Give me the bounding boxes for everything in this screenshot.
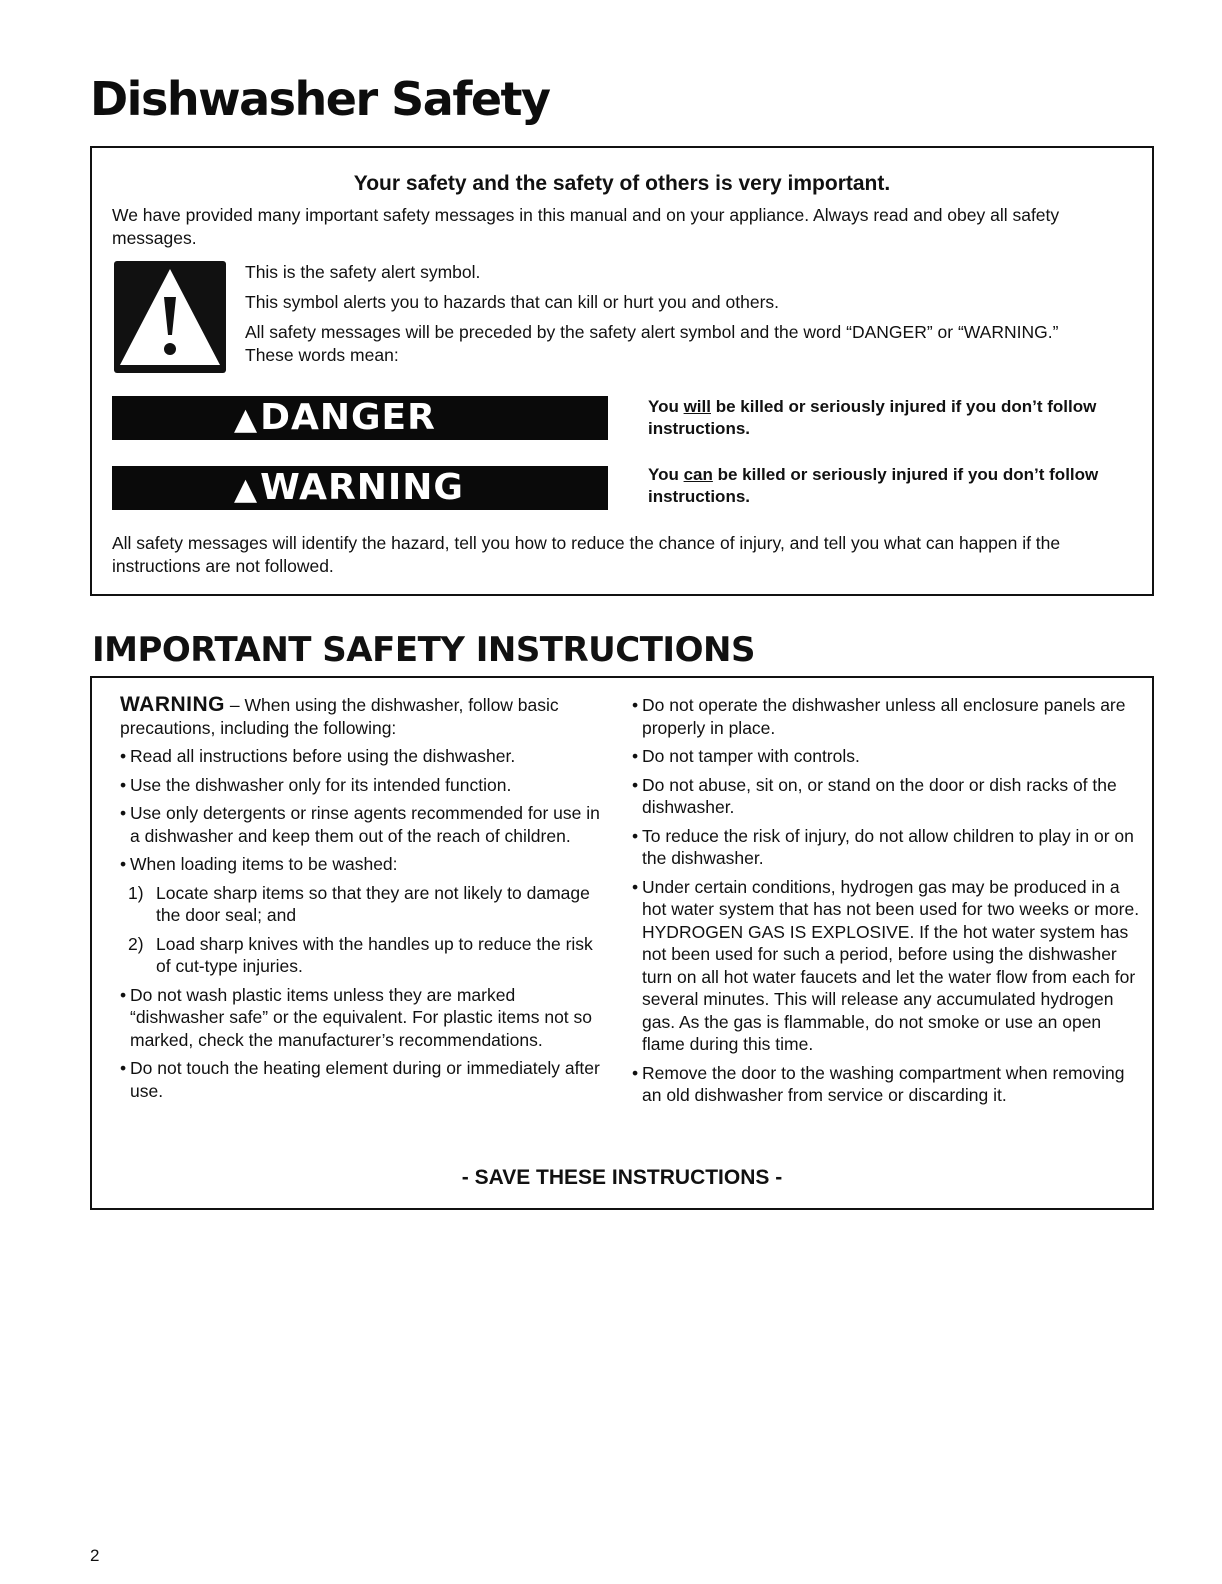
- safety-alert-icon: [114, 261, 226, 373]
- list-item: • Do not abuse, sit on, or stand on the door or dish racks of the dishwasher.: [632, 774, 1140, 819]
- step-number: 1): [128, 882, 144, 903]
- danger-text-emphasis: will: [683, 397, 711, 416]
- page-title: Dishwasher Safety: [90, 72, 550, 126]
- warning-text-emphasis: can: [683, 465, 713, 484]
- warning-signal-word: [112, 466, 608, 510]
- list-item: • Read all instructions before using the dishwasher.: [120, 745, 610, 768]
- warning-triangle-icon: [114, 261, 226, 373]
- step-text: Load sharp knives with the handles up to reduce the risk of cut-type injuries.: [156, 933, 593, 976]
- instructions-left-column: [120, 694, 610, 1108]
- list-item: • To reduce the risk of injury, do not allow children to play in or on the dishwasher.: [632, 825, 1140, 870]
- list-item: • Do not touch the heating element during or immediately after use.: [120, 1057, 610, 1102]
- alert-line: This symbol alerts you to hazards that can kill or hurt you and others.: [245, 292, 780, 312]
- list-item: • When loading items to be washed:: [120, 853, 610, 876]
- instructions-box: [90, 676, 1154, 1210]
- safety-intro: We have provided many important safety messages in this manual and on your appliance. Always read and obey all safety messages.: [112, 205, 1060, 248]
- save-instructions: - SAVE THESE INSTRUCTIONS -: [461, 1166, 783, 1189]
- list-item: • Do not operate the dishwasher unless all enclosure panels are properly in place.: [632, 694, 1140, 739]
- step-number: 2): [128, 933, 144, 954]
- safety-message-box: [90, 146, 1154, 596]
- safety-alert-icon: ▲: [234, 402, 259, 437]
- step-text: Locate sharp items so that they are not likely to damage the door seal; and: [156, 882, 590, 925]
- danger-meaning: [648, 396, 1128, 440]
- list-item: • Under certain conditions, hydrogen gas may be produced in a hot water system that has not been used for two weeks or more. HYDROGEN GAS IS EXPLOSIVE. If the hot water system has not been used for such a period, before using the dishwasher turn on all hot water faucets and let the water flow from each for several minutes. This will release any accumulated hydrogen gas. As the gas is flammable, do not smoke or use an open flame during this time.: [632, 876, 1140, 1056]
- warning-lead-text: – When using the dishwasher, follow basic precautions, including the following:: [120, 695, 559, 738]
- numbered-item: [128, 933, 610, 978]
- danger-text-pre: You: [648, 397, 684, 416]
- warning-word: WARNING: [120, 693, 225, 716]
- list-item: • Use the dishwasher only for its intended function.: [120, 774, 610, 797]
- danger-text-post: be killed or seriously injured if you don’t follow instructions.: [648, 397, 1097, 438]
- alert-line: All safety messages will be preceded by the safety alert symbol and the word “DANGER” or “WARNING.” These words mean:: [245, 322, 1059, 365]
- danger-signal-word: [112, 396, 608, 440]
- instructions-right-column: [632, 694, 1140, 1113]
- alert-line: This is the safety alert symbol.: [245, 262, 481, 282]
- alert-symbol-description: [245, 261, 1105, 374]
- list-item: • Remove the door to the washing compartment when removing an old dishwasher from service or discarding it.: [632, 1062, 1140, 1107]
- safety-alert-icon: ▲: [234, 472, 259, 507]
- list-item: • Do not wash plastic items unless they are marked “dishwasher safe” or the equivalent. For plastic items not so marked, check the manufacturer’s recommendations.: [120, 984, 610, 1052]
- safety-heading: Your safety and the safety of others is very important.: [353, 172, 891, 195]
- warning-lead: [120, 694, 610, 739]
- section-title: IMPORTANT SAFETY INSTRUCTIONS: [92, 630, 755, 670]
- danger-label: DANGER: [260, 397, 436, 438]
- warning-text-pre: You: [648, 465, 684, 484]
- warning-text-post: be killed or seriously injured if you don’t follow instructions.: [648, 465, 1099, 506]
- warning-meaning: [648, 464, 1128, 508]
- numbered-item: [128, 882, 610, 927]
- warning-label: WARNING: [260, 467, 464, 508]
- safety-footer: All safety messages will identify the hazard, tell you how to reduce the chance of injury, and tell you what can happen if the instructions are not followed.: [112, 533, 1061, 576]
- page-number: 2: [90, 1546, 100, 1565]
- list-item: • Do not tamper with controls.: [632, 745, 1140, 768]
- list-item: • Use only detergents or rinse agents recommended for use in a dishwasher and keep them out of the reach of children.: [120, 802, 610, 847]
